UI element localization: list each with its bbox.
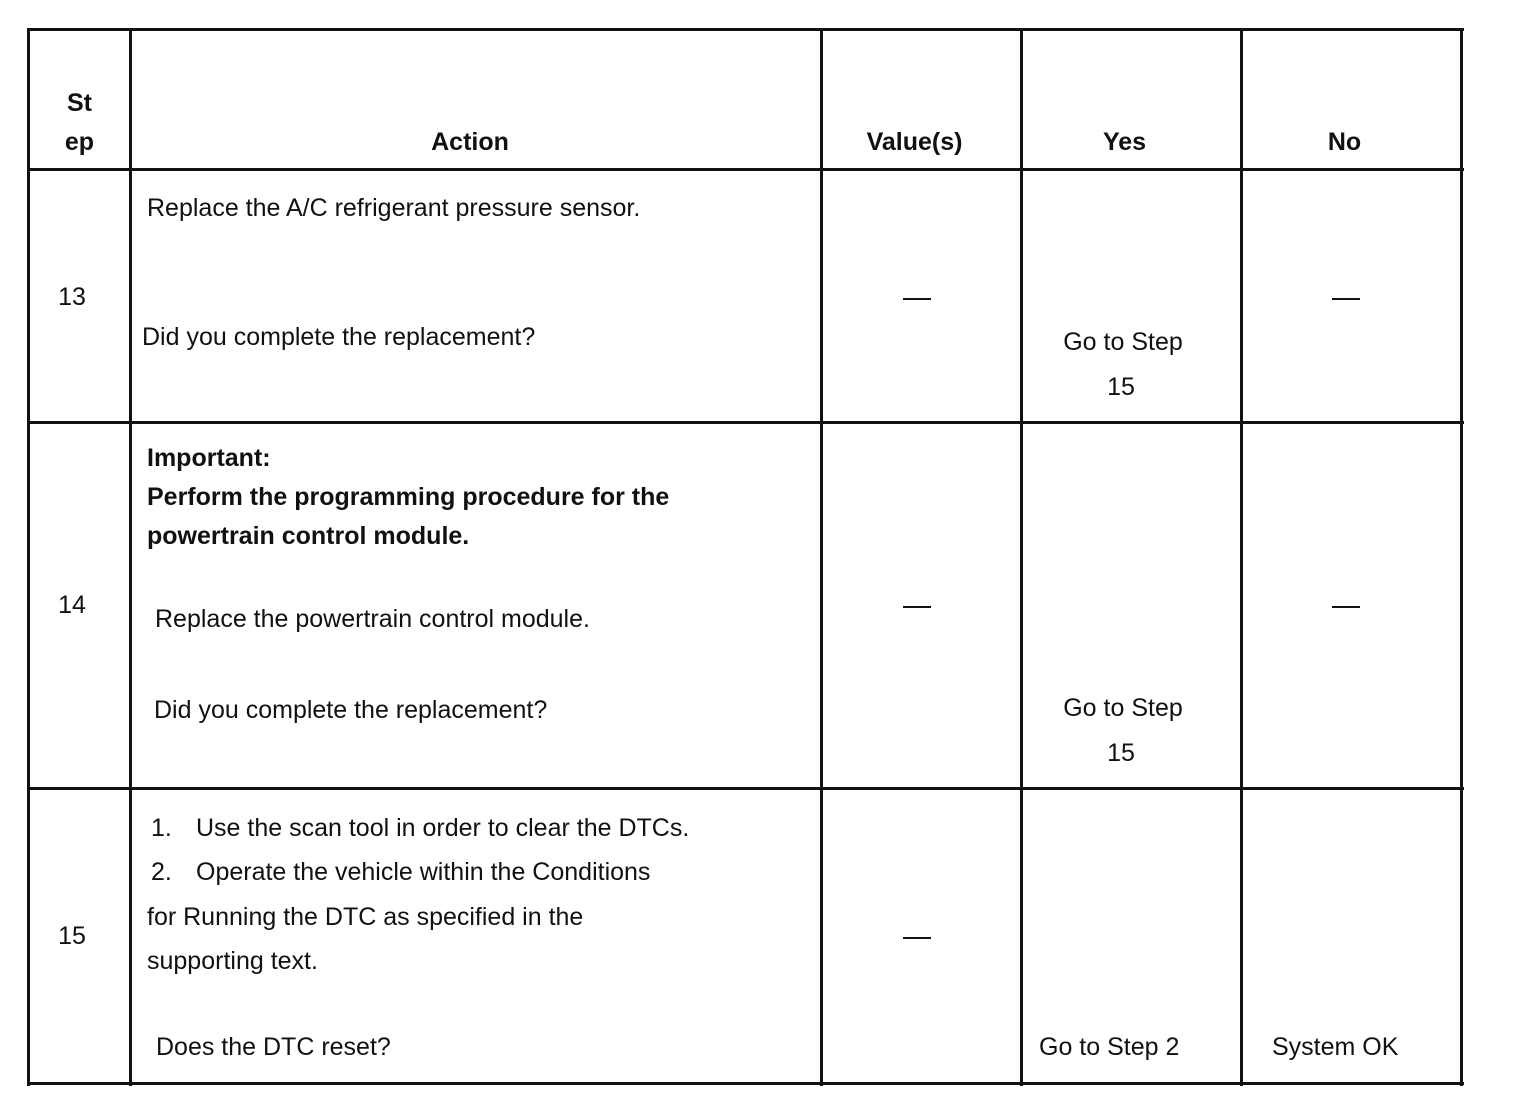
header-no: No — [1327, 128, 1362, 156]
table-border-top — [27, 28, 1464, 31]
row-15-item2-text: Operate the vehicle within the Conditions — [196, 858, 651, 886]
col-divider-action-values — [820, 28, 823, 1086]
row-13-value-dash — [903, 298, 931, 300]
row-15-step: 15 — [58, 922, 86, 950]
row-14-question: Did you complete the replacement? — [154, 696, 548, 724]
row-13-action: Replace the A/C refrigerant pressure sensor. — [147, 194, 641, 222]
row-15-item1-text: Use the scan tool in order to clear the DTCs. — [196, 814, 690, 842]
row-13-question: Did you complete the replacement? — [142, 323, 536, 351]
header-action: Action — [431, 128, 509, 156]
row-14-yes-line2: 15 — [1107, 739, 1135, 767]
row-15-value-dash — [903, 937, 931, 939]
row-14-important-line1: Perform the programming procedure for the — [147, 483, 670, 511]
row-13-no-dash — [1332, 298, 1360, 300]
col-divider-step-action — [129, 28, 132, 1086]
row-15-item2-number: 2. — [151, 858, 172, 886]
table-border-bottom — [27, 1082, 1464, 1085]
row-14-yes-line1: Go to Step — [1063, 694, 1183, 722]
header-yes: Yes — [1102, 128, 1147, 156]
row-13-yes-line1: Go to Step — [1063, 328, 1183, 356]
row-14-value-dash — [903, 606, 931, 608]
row-14-no-dash — [1332, 606, 1360, 608]
header-step-line2: ep — [64, 128, 95, 156]
header-divider — [27, 168, 1464, 171]
row-15-question: Does the DTC reset? — [156, 1033, 391, 1061]
row-15-no: System OK — [1272, 1033, 1399, 1061]
header-values: Value(s) — [866, 128, 963, 156]
col-divider-yes-no — [1240, 28, 1243, 1086]
row-14-important-label: Important: — [147, 444, 271, 472]
row-13-yes-line2: 15 — [1107, 373, 1135, 401]
col-divider-values-yes — [1020, 28, 1023, 1086]
row-divider-13-14 — [27, 421, 1464, 424]
row-divider-14-15 — [27, 787, 1464, 790]
row-14-important-line2: powertrain control module. — [147, 522, 470, 550]
header-step-line1: St — [67, 89, 92, 117]
row-15-item2-continued-2: supporting text. — [147, 947, 318, 975]
table-border-right — [1460, 28, 1463, 1086]
row-15-item2-continued-1: for Running the DTC as specified in the — [147, 903, 584, 931]
row-15-item1-number: 1. — [151, 814, 172, 842]
row-15-yes: Go to Step 2 — [1039, 1033, 1180, 1061]
row-13-step: 13 — [58, 283, 86, 311]
row-14-step: 14 — [58, 591, 86, 619]
row-14-action: Replace the powertrain control module. — [155, 605, 590, 633]
